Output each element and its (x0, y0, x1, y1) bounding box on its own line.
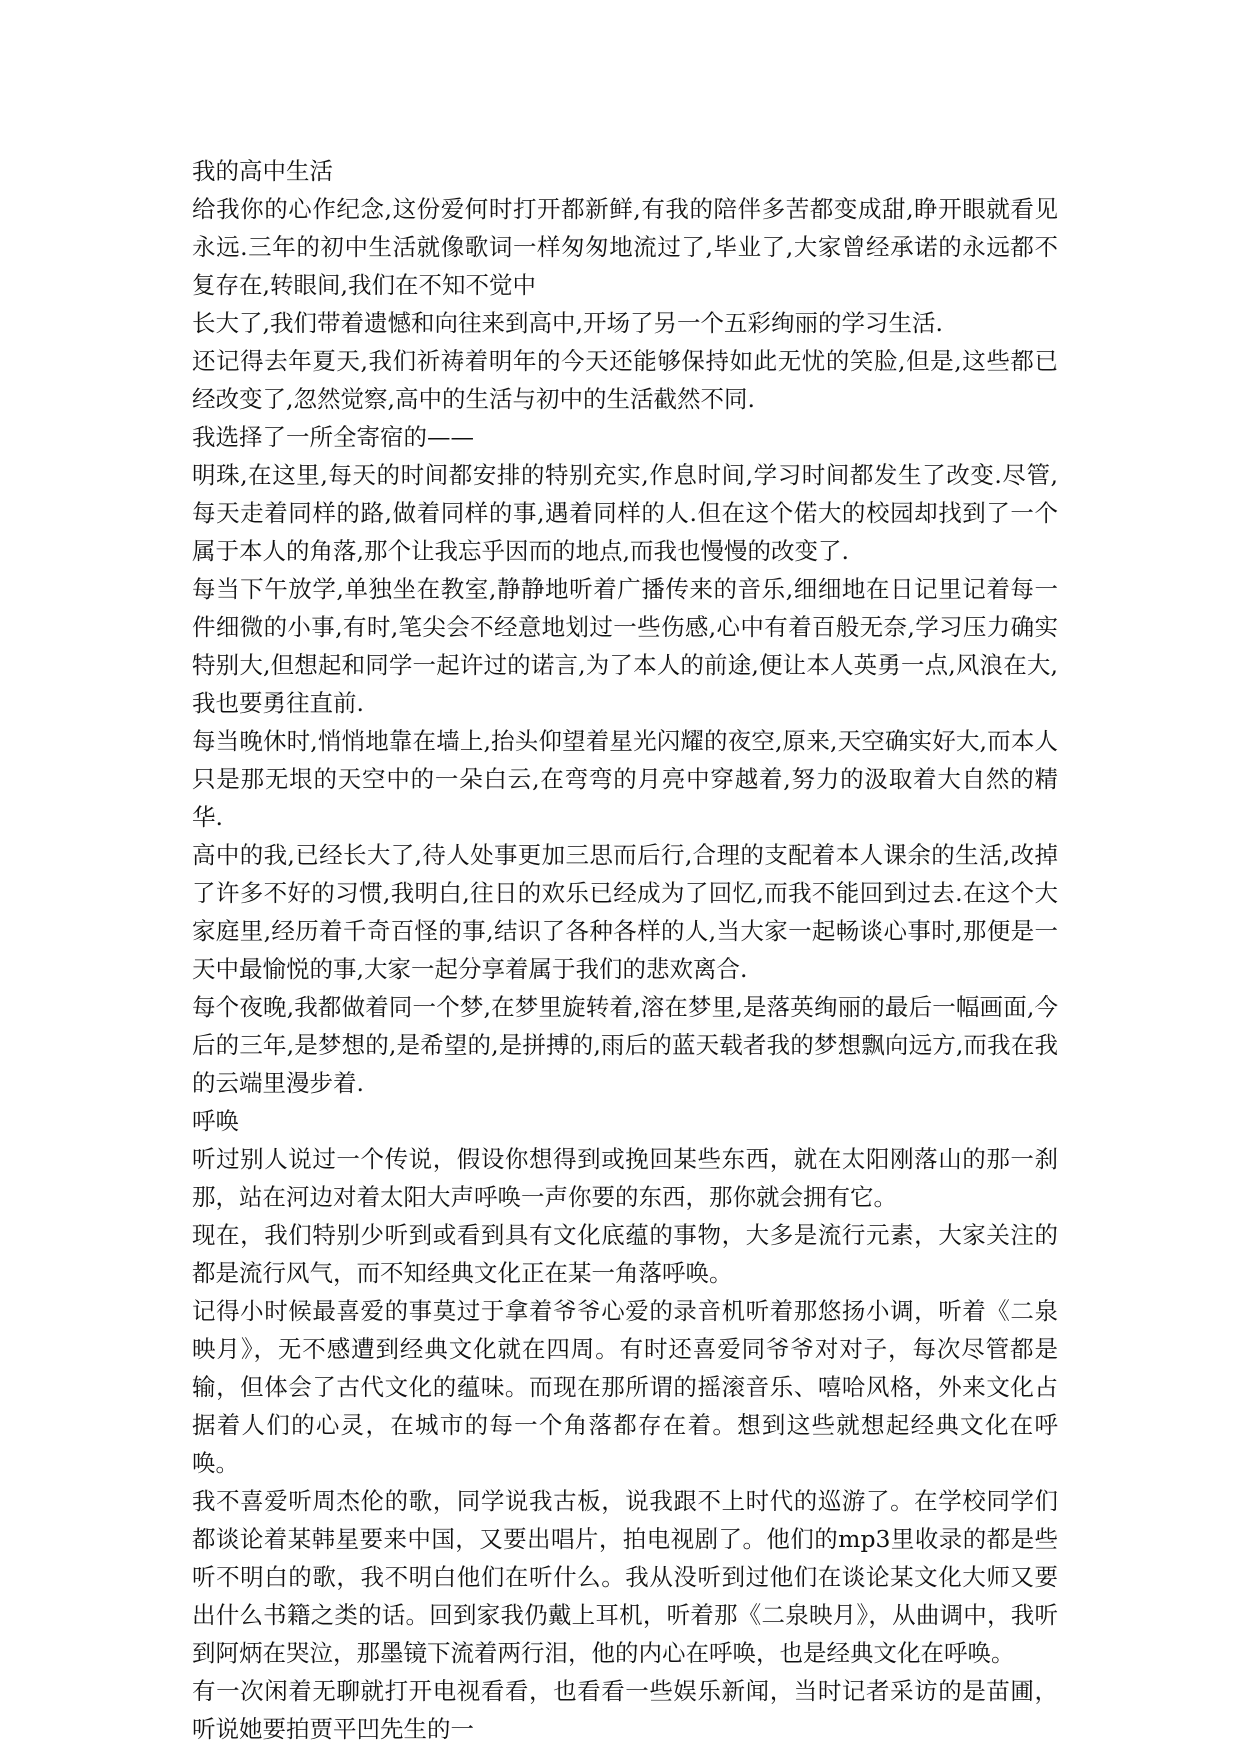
paragraph: 现在，我们特别少听到或看到具有文化底蕴的事物，大多是流行元素，大家关注的都是流行风气，而不知经典文化正在某一角落呼唤。 (192, 1221, 1058, 1287)
paragraph: 每当晚休时,悄悄地靠在墙上,抬头仰望着星光闪耀的夜空,原来,天空确实好大,而本人只是那无垠的天空中的一朵白云,在弯弯的月亮中穿越着,努力的汲取着大自然的精华. (192, 727, 1058, 831)
paragraph: 还记得去年夏天,我们祈祷着明年的今天还能够保持如此无忧的笑脸,但是,这些都已经改变了,忽然觉察,高中的生活与初中的生活截然不同. (192, 347, 1058, 413)
paragraph: 我选择了一所全寄宿的—— (192, 423, 474, 451)
paragraph: 听过别人说过一个传说，假设你想得到或挽回某些东西，就在太阳刚落山的那一刹那，站在河边对着太阳大声呼唤一声你要的东西，那你就会拥有它。 (192, 1145, 1058, 1211)
paragraph: 给我你的心作纪念,这份爱何时打开都新鲜,有我的陪伴多苦都变成甜,睁开眼就看见永远.三年的初中生活就像歌词一样匆匆地流过了,毕业了,大家曾经承诺的永远都不复存在,转眼间,我们在不知不觉中 (192, 195, 1058, 299)
paragraph: 明珠,在这里,每天的时间都安排的特别充实,作息时间,学习时间都发生了改变.尽管,每天走着同样的路,做着同样的事,遇着同样的人.但在这个偌大的校园却找到了一个属于本人的角落,那个让我忘乎因而的地点,而我也慢慢的改变了. (192, 461, 1058, 565)
essay-title-2: 呼唤 (192, 1107, 239, 1135)
paragraph: 记得小时候最喜爱的事莫过于拿着爷爷心爱的录音机听着那悠扬小调，听着《二泉映月》，无不感遭到经典文化就在四周。有时还喜爱同爷爷对对子，每次尽管都是输，但体会了古代文化的蕴味。而现在那所谓的摇滚音乐、嘻哈风格，外来文化占据着人们的心灵，在城市的每一个角落都存在着。想到这些就想起经典文化在呼唤。 (192, 1297, 1058, 1477)
paragraph: 长大了,我们带着遗憾和向往来到高中,开场了另一个五彩绚丽的学习生活. (192, 309, 943, 337)
paragraph: 高中的我,已经长大了,待人处事更加三思而后行,合理的支配着本人课余的生活,改掉了许多不好的习惯,我明白,往日的欢乐已经成为了回忆,而我不能回到过去.在这个大家庭里,经历着千奇百怪的事,结识了各种各样的人,当大家一起畅谈心事时,那便是一天中最愉悦的事,大家一起分享着属于我们的悲欢离合. (192, 841, 1058, 983)
document-page (192, 152, 1058, 1748)
paragraph: 每个夜晚,我都做着同一个梦,在梦里旋转着,溶在梦里,是落英绚丽的最后一幅画面,今后的三年,是梦想的,是希望的,是拼搏的,雨后的蓝天载者我的梦想飘向远方,而我在我的云端里漫步着. (192, 993, 1058, 1097)
paragraph: 有一次闲着无聊就打开电视看看，也看看一些娱乐新闻，当时记者采访的是苗圃，听说她要拍贾平凹先生的一 (192, 1677, 1058, 1743)
paragraph: 每当下午放学,单独坐在教室,静静地听着广播传来的音乐,细细地在日记里记着每一件细微的小事,有时,笔尖会不经意地划过一些伤感,心中有着百般无奈,学习压力确实特别大,但想起和同学一起许过的诺言,为了本人的前途,便让本人英勇一点,风浪在大,我也要勇往直前. (192, 575, 1058, 717)
paragraph: 我不喜爱听周杰伦的歌，同学说我古板，说我跟不上时代的巡游了。在学校同学们都谈论着某韩星要来中国，又要出唱片，拍电视剧了。他们的mp3里收录的都是些听不明白的歌，我不明白他们在听什么。我从没听到过他们在谈论某文化大师又要出什么书籍之类的话。回到家我仍戴上耳机，听着那《二泉映月》，从曲调中，我听到阿炳在哭泣，那墨镜下流着两行泪，他的内心在呼唤，也是经典文化在呼唤。 (192, 1487, 1058, 1667)
essay-title-1: 我的高中生活 (192, 157, 333, 185)
